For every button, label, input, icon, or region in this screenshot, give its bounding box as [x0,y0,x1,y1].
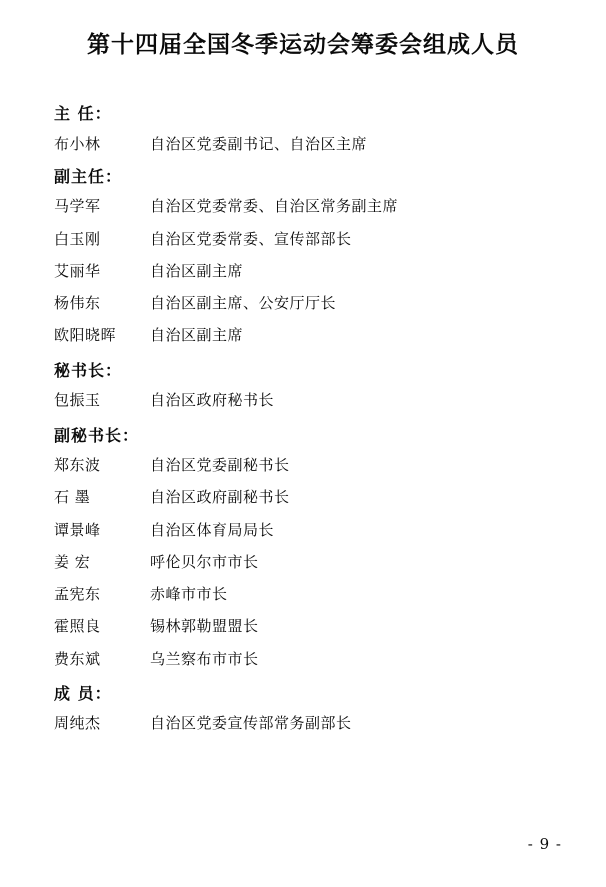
member-role: 乌兰察布市市长 [150,649,259,668]
section-heading: 副秘书长： [54,425,140,445]
member-name: 包振玉 [54,391,101,410]
member-name: 欧阳晓晖 [54,326,117,345]
list-item [54,229,566,249]
member-role: 呼伦贝尔市市长 [150,552,259,571]
member-role: 自治区体育局局长 [150,520,275,539]
list-item [54,261,566,281]
member-name: 霍照良 [54,617,101,636]
member-name: 白玉刚 [54,229,101,248]
member-name: 布小林 [54,134,101,153]
section-heading: 副主任： [54,166,123,186]
member-name: 姜 宏 [54,552,91,571]
section-heading: 主 任： [54,104,112,123]
member-role: 自治区党委宣传部常务副部长 [150,714,352,733]
list-item [54,196,566,216]
member-name: 郑东波 [54,456,101,475]
member-role: 锡林郭勒盟盟长 [150,617,259,636]
list-item [54,455,566,475]
list-item [54,520,566,540]
member-name: 谭景峰 [54,520,101,539]
roster-section-vice-chair [54,166,566,346]
member-name: 艾丽华 [54,261,101,280]
list-item [54,325,566,345]
member-role: 自治区副主席 [150,326,244,345]
member-role: 自治区政府副秘书长 [150,488,290,507]
section-heading: 成 员： [54,683,112,703]
member-role: 自治区党委常委、宣传部部长 [150,229,352,248]
member-role: 自治区政府秘书长 [150,391,275,410]
page-title: 第十四届全国冬季运动会筹委会组成人员 [87,31,519,58]
list-item [54,616,566,636]
member-name: 马学军 [54,197,101,216]
list-item [54,134,566,154]
member-role: 自治区副主席、公安厅厅长 [150,294,337,313]
member-name: 周纯杰 [54,714,101,733]
list-item [54,293,566,313]
member-name: 孟宪东 [54,585,101,604]
section-heading: 秘书长： [54,360,123,380]
member-role: 自治区党委副秘书长 [150,456,290,475]
roster-section-deputy-secretary-general [54,425,566,669]
list-item [54,390,566,410]
member-name: 杨伟东 [54,294,101,313]
member-name: 费东斌 [54,649,101,668]
member-role: 赤峰市市长 [150,585,228,604]
list-item [54,649,566,669]
page-number: - 9 - [527,835,562,853]
member-role: 自治区副主席 [150,261,244,280]
roster-section-secretary-general [54,360,566,411]
list-item [54,584,566,604]
member-name: 石 墨 [54,488,91,507]
roster-section-chair [54,103,566,154]
roster-section-members [54,683,566,734]
document-page [0,26,606,887]
list-item [54,487,566,507]
committee-roster [0,103,606,734]
list-item [54,713,566,733]
member-role: 自治区党委副书记、自治区主席 [150,134,368,153]
member-role: 自治区党委常委、自治区常务副主席 [150,197,399,216]
list-item [54,552,566,572]
